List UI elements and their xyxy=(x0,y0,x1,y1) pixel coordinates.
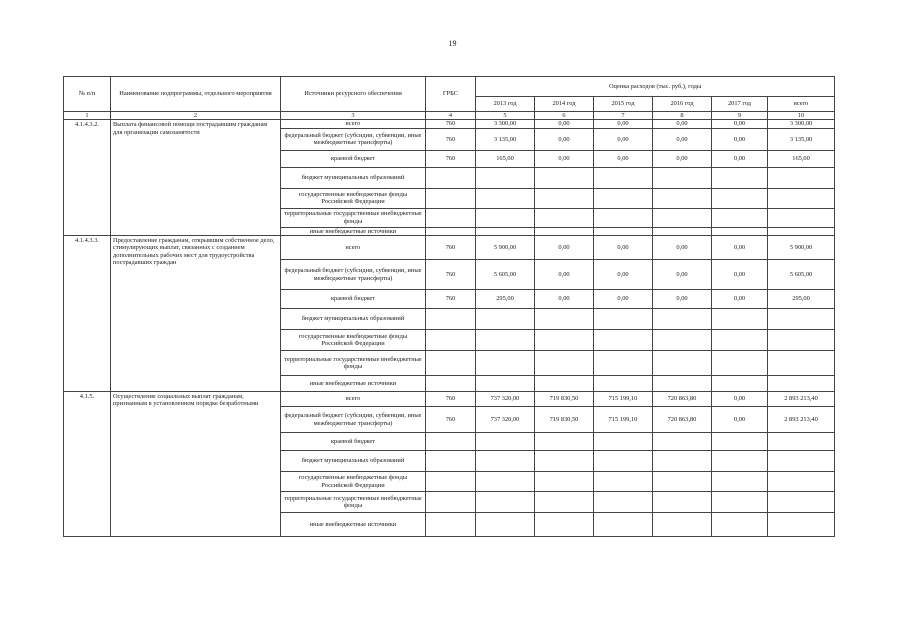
year-value xyxy=(594,351,653,376)
year-value: 0,00 xyxy=(594,236,653,260)
funding-source: федеральный бюджет (субсидии, субвенции, иные межбюджетные трансферты) xyxy=(281,260,426,290)
funding-source: федеральный бюджет (субсидии, субвенции, иные межбюджетные трансферты) xyxy=(281,128,426,150)
year-value xyxy=(653,513,712,537)
year-value xyxy=(594,188,653,208)
year-value xyxy=(535,376,594,392)
section-code: 4.1.5. xyxy=(64,392,111,537)
year-value xyxy=(535,188,594,208)
grbs-code xyxy=(426,451,476,472)
year-value: 0,00 xyxy=(712,120,768,128)
funding-source: всего xyxy=(281,236,426,260)
year-value: 3 135,00 xyxy=(476,128,535,150)
table-row xyxy=(64,120,835,128)
year-value xyxy=(712,451,768,472)
year-value xyxy=(653,167,712,188)
table-row xyxy=(64,236,835,260)
column-number: 2 xyxy=(111,112,281,120)
column-number: 9 xyxy=(712,112,768,120)
total-value: 295,00 xyxy=(768,290,835,309)
funding-source: федеральный бюджет (субсидии, субвенции, иные межбюджетные трансферты) xyxy=(281,407,426,433)
year-value xyxy=(653,227,712,235)
funding-source: иные внебюджетные источники xyxy=(281,376,426,392)
funding-source: территориальные государственные внебюджетные фонды xyxy=(281,208,426,227)
grbs-code xyxy=(426,227,476,235)
year-value xyxy=(476,351,535,376)
header-grbs: ГРБС xyxy=(426,77,476,112)
header-year: всего xyxy=(768,97,835,112)
year-value: 5 605,00 xyxy=(476,260,535,290)
total-value: 3 300,00 xyxy=(768,120,835,128)
year-value xyxy=(712,472,768,492)
header-num: № п/п xyxy=(64,77,111,112)
year-value xyxy=(653,188,712,208)
column-number: 1 xyxy=(64,112,111,120)
year-value xyxy=(535,351,594,376)
year-value xyxy=(535,451,594,472)
column-number: 6 xyxy=(535,112,594,120)
funding-source: всего xyxy=(281,120,426,128)
total-value xyxy=(768,330,835,351)
year-value xyxy=(653,376,712,392)
year-value: 720 863,80 xyxy=(653,407,712,433)
column-number: 10 xyxy=(768,112,835,120)
year-value: 0,00 xyxy=(712,290,768,309)
year-value: 0,00 xyxy=(594,150,653,167)
column-number: 5 xyxy=(476,112,535,120)
funding-source: иные внебюджетные источники xyxy=(281,227,426,235)
grbs-code xyxy=(426,208,476,227)
year-value xyxy=(535,472,594,492)
grbs-code xyxy=(426,309,476,330)
year-value xyxy=(535,433,594,451)
year-value: 0,00 xyxy=(535,290,594,309)
section-name: Выплата финансовой помощи пострадавшим гражданам для организации самозанятости xyxy=(111,120,281,236)
header-year: 2014 год xyxy=(535,97,594,112)
grbs-code: 760 xyxy=(426,236,476,260)
column-number: 3 xyxy=(281,112,426,120)
year-value: 0,00 xyxy=(653,236,712,260)
grbs-code xyxy=(426,492,476,513)
funding-source: всего xyxy=(281,392,426,407)
section-name: Осуществление социальных выплат гражданам, признанным в установленном порядке безработными xyxy=(111,392,281,537)
year-value xyxy=(476,227,535,235)
year-value: 737 320,00 xyxy=(476,392,535,407)
grbs-code xyxy=(426,376,476,392)
year-value: 5 900,00 xyxy=(476,236,535,260)
year-value: 295,00 xyxy=(476,290,535,309)
year-value xyxy=(476,330,535,351)
grbs-code xyxy=(426,433,476,451)
total-value xyxy=(768,451,835,472)
year-value xyxy=(535,492,594,513)
total-value xyxy=(768,208,835,227)
year-value xyxy=(653,472,712,492)
table-row xyxy=(64,392,835,407)
year-value: 0,00 xyxy=(653,120,712,128)
year-value xyxy=(653,433,712,451)
header-year: 2016 год xyxy=(653,97,712,112)
column-number: 8 xyxy=(653,112,712,120)
year-value xyxy=(712,167,768,188)
year-value: 715 199,10 xyxy=(594,392,653,407)
year-value: 737 320,00 xyxy=(476,407,535,433)
funding-source: краевой бюджет xyxy=(281,433,426,451)
budget-table xyxy=(63,76,835,537)
year-value xyxy=(535,330,594,351)
page-number: 19 xyxy=(448,39,457,48)
year-value xyxy=(653,330,712,351)
funding-source: государственные внебюджетные фонды Российской Федерации xyxy=(281,472,426,492)
grbs-code xyxy=(426,351,476,376)
year-value: 0,00 xyxy=(712,260,768,290)
funding-source: территориальные государственные внебюджетные фонды xyxy=(281,492,426,513)
year-value xyxy=(594,208,653,227)
column-number: 4 xyxy=(426,112,476,120)
year-value xyxy=(594,433,653,451)
year-value xyxy=(535,227,594,235)
year-value: 0,00 xyxy=(594,120,653,128)
year-value xyxy=(476,492,535,513)
year-value xyxy=(476,433,535,451)
year-value xyxy=(476,208,535,227)
total-value xyxy=(768,167,835,188)
year-value xyxy=(653,309,712,330)
year-value xyxy=(476,472,535,492)
grbs-code xyxy=(426,472,476,492)
grbs-code: 760 xyxy=(426,128,476,150)
header-estimate: Оценка расходов (тыс. руб.), годы xyxy=(476,77,835,97)
grbs-code: 760 xyxy=(426,120,476,128)
year-value xyxy=(476,376,535,392)
total-value xyxy=(768,433,835,451)
funding-source: территориальные государственные внебюджетные фонды xyxy=(281,351,426,376)
total-value: 2 893 213,40 xyxy=(768,407,835,433)
year-value xyxy=(712,376,768,392)
year-value: 719 830,50 xyxy=(535,407,594,433)
total-value xyxy=(768,513,835,537)
year-value xyxy=(476,309,535,330)
year-value: 719 830,50 xyxy=(535,392,594,407)
column-number: 7 xyxy=(594,112,653,120)
total-value xyxy=(768,472,835,492)
grbs-code: 760 xyxy=(426,290,476,309)
year-value xyxy=(653,451,712,472)
year-value: 0,00 xyxy=(653,128,712,150)
year-value xyxy=(476,188,535,208)
year-value: 0,00 xyxy=(535,120,594,128)
total-value: 2 893 213,40 xyxy=(768,392,835,407)
year-value: 0,00 xyxy=(535,236,594,260)
year-value: 0,00 xyxy=(535,128,594,150)
year-value xyxy=(712,492,768,513)
year-value: 720 863,80 xyxy=(653,392,712,407)
section-code: 4.1.4.3.2. xyxy=(64,120,111,236)
total-value: 3 135,00 xyxy=(768,128,835,150)
year-value xyxy=(712,309,768,330)
year-value xyxy=(653,351,712,376)
year-value: 165,00 xyxy=(476,150,535,167)
year-value xyxy=(594,227,653,235)
year-value: 0,00 xyxy=(712,407,768,433)
funding-source: государственные внебюджетные фонды Российской Федерации xyxy=(281,188,426,208)
year-value xyxy=(594,309,653,330)
total-value xyxy=(768,309,835,330)
year-value xyxy=(594,513,653,537)
year-value xyxy=(653,208,712,227)
year-value: 0,00 xyxy=(712,392,768,407)
total-value: 5 605,00 xyxy=(768,260,835,290)
year-value xyxy=(712,513,768,537)
year-value: 0,00 xyxy=(712,236,768,260)
funding-source: бюджет муниципальных образований xyxy=(281,451,426,472)
grbs-code xyxy=(426,167,476,188)
grbs-code xyxy=(426,513,476,537)
year-value: 0,00 xyxy=(653,260,712,290)
total-value: 165,00 xyxy=(768,150,835,167)
year-value: 3 300,00 xyxy=(476,120,535,128)
year-value xyxy=(712,351,768,376)
funding-source: бюджет муниципальных образований xyxy=(281,167,426,188)
year-value: 0,00 xyxy=(594,128,653,150)
total-value xyxy=(768,351,835,376)
year-value xyxy=(712,330,768,351)
year-value xyxy=(535,513,594,537)
year-value: 0,00 xyxy=(535,150,594,167)
year-value xyxy=(653,492,712,513)
year-value: 0,00 xyxy=(712,128,768,150)
total-value xyxy=(768,492,835,513)
year-value xyxy=(476,513,535,537)
year-value: 0,00 xyxy=(594,260,653,290)
year-value xyxy=(594,492,653,513)
grbs-code: 760 xyxy=(426,260,476,290)
header-year: 2013 год xyxy=(476,97,535,112)
year-value xyxy=(712,227,768,235)
funding-source: краевой бюджет xyxy=(281,290,426,309)
grbs-code: 760 xyxy=(426,392,476,407)
year-value xyxy=(712,188,768,208)
header-name: Наименование подпрограммы, отдельного мероприятия xyxy=(111,77,281,112)
section-code: 4.1.4.3.3. xyxy=(64,236,111,392)
year-value xyxy=(712,433,768,451)
year-value xyxy=(476,167,535,188)
year-value xyxy=(594,472,653,492)
total-value xyxy=(768,188,835,208)
year-value xyxy=(594,376,653,392)
year-value: 0,00 xyxy=(594,290,653,309)
year-value: 0,00 xyxy=(712,150,768,167)
year-value xyxy=(594,167,653,188)
grbs-code xyxy=(426,330,476,351)
year-value: 0,00 xyxy=(653,290,712,309)
year-value xyxy=(594,330,653,351)
funding-source: государственные внебюджетные фонды Российской Федерации xyxy=(281,330,426,351)
funding-source: краевой бюджет xyxy=(281,150,426,167)
year-value xyxy=(535,167,594,188)
year-value xyxy=(535,208,594,227)
header-sources: Источники ресурсного обеспечения xyxy=(281,77,426,112)
year-value xyxy=(535,309,594,330)
year-value: 715 199,10 xyxy=(594,407,653,433)
year-value xyxy=(594,451,653,472)
funding-source: бюджет муниципальных образований xyxy=(281,309,426,330)
funding-source: иные внебюджетные источники xyxy=(281,513,426,537)
header-year: 2017 год xyxy=(712,97,768,112)
header-year: 2015 год xyxy=(594,97,653,112)
total-value: 5 900,00 xyxy=(768,236,835,260)
section-name: Предоставление гражданам, открывшим собственное дело, стимулирующих выплат, связанных с созданием дополнительных рабочих мест для трудоустройства пострадавших граждан xyxy=(111,236,281,392)
year-value xyxy=(476,451,535,472)
year-value xyxy=(712,208,768,227)
total-value xyxy=(768,376,835,392)
year-value: 0,00 xyxy=(653,150,712,167)
grbs-code: 760 xyxy=(426,150,476,167)
grbs-code: 760 xyxy=(426,407,476,433)
total-value xyxy=(768,227,835,235)
year-value: 0,00 xyxy=(535,260,594,290)
grbs-code xyxy=(426,188,476,208)
